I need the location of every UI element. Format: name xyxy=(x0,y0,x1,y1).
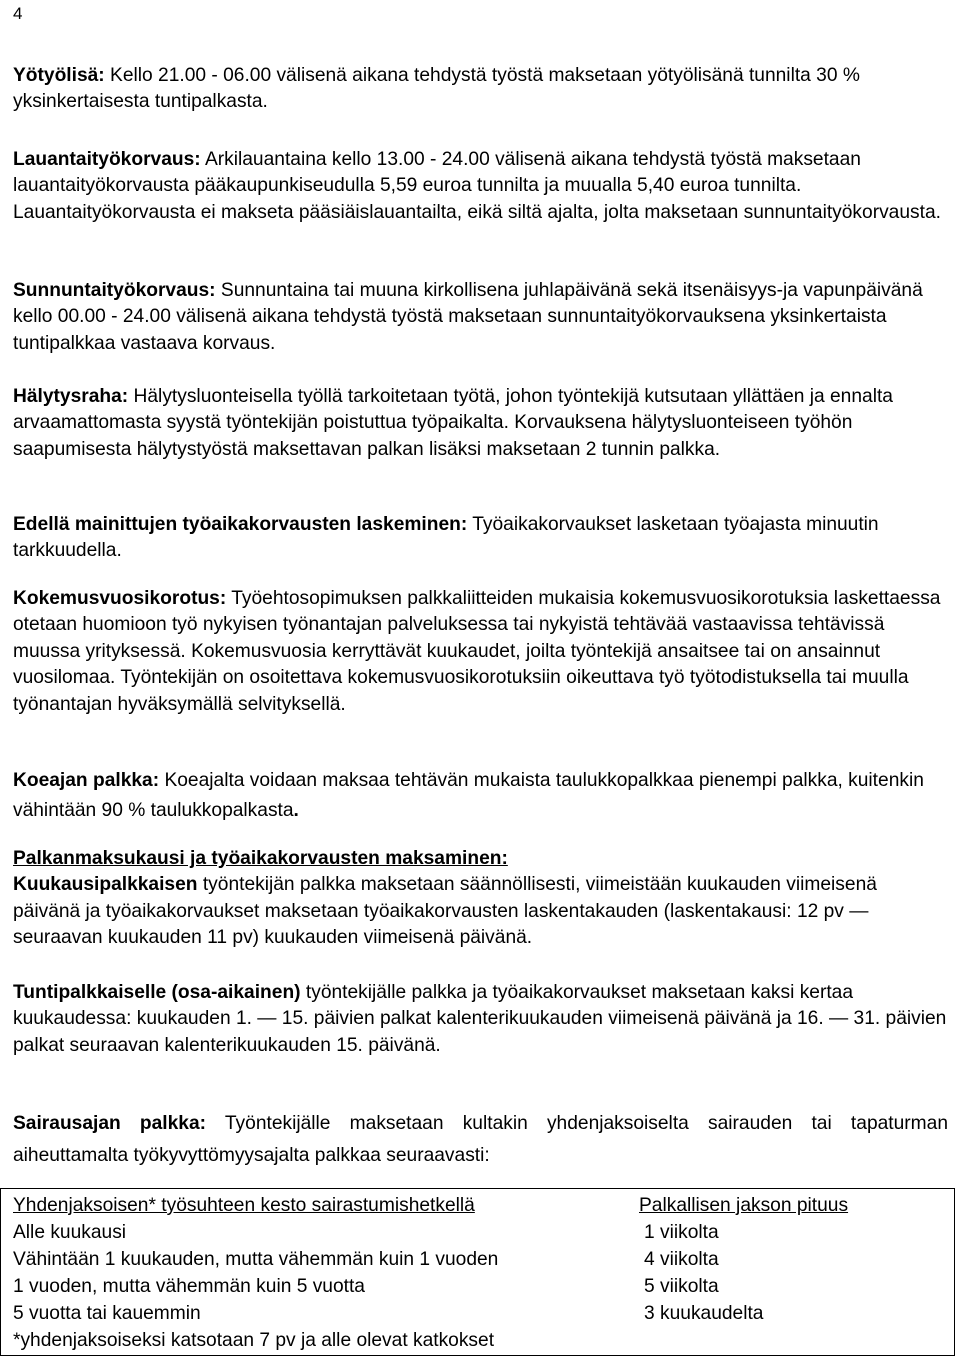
term-kuukausipalkka: Kuukausipalkkaisen xyxy=(13,874,198,896)
section-sunday-compensation xyxy=(13,278,948,357)
text-kuukausipalkka: työntekijän palkka maksetaan säännöllisesti, viimeistään kuukauden viimeisenä päivänä ja työaikakorvaukset maksetaan työaikakorvausten laskentakauden (laskentakausi: 12 pv — seuraavan kuukauden 11 pv) kuukauden viimeisenä päivänä. xyxy=(13,874,877,949)
section-hourly-pay xyxy=(13,980,948,1059)
section-payment-period xyxy=(13,846,948,952)
term-yotyolisa: Yötyölisä: xyxy=(13,65,105,86)
table-cell-paid-period: 3 kuukaudelta xyxy=(644,1303,764,1324)
table-header-row xyxy=(13,1193,943,1220)
text-kokemus: Työehtosopimuksen palkkaliitteiden mukaisia kokemusvuosikorotuksia laskettaessa otetaan huomioon työ nykyisen työnantajan palveluksessa tai nykyistä tehtävää vastaavissa tehtävissä muussa yrityksessä. Kokemusvuosia kerryttävät kuukaudet, joilta työntekijä ansaitsee tai on ansainnut vuosilomaa. Työntekijän on osoitettava kokemusvuosikorotuksiin oikeuttava työ työtodistuksella tai muulla työnantajan hyväksymällä selvityksellä. xyxy=(13,588,941,715)
term-lauantai: Lauantaityökorvaus: xyxy=(13,149,201,170)
table-cell-duration: Vähintään 1 kuukauden, mutta vähemmän kuin 1 vuoden xyxy=(13,1249,499,1270)
table-cell-paid-period: 5 viikolta xyxy=(644,1276,719,1297)
section-alarm-pay xyxy=(13,384,948,463)
section-experience-raise xyxy=(13,586,948,718)
table-cell-duration: 5 vuotta tai kauemmin xyxy=(13,1303,201,1324)
text-yotyolisa: Kello 21.00 - 06.00 välisenä aikana tehdystä työstä maksetaan yötyölisänä tunnilta 30 % yksinkertaisesta tuntipalkasta. xyxy=(13,65,860,113)
term-sunnuntai: Sunnuntaityökorvaus: xyxy=(13,280,216,301)
table-cell-duration: 1 vuoden, mutta vähemmän kuin 5 vuotta xyxy=(13,1276,365,1297)
section-calculation xyxy=(13,512,948,565)
section-probation-pay xyxy=(13,766,948,826)
table-header-duration: Yhdenjaksoisen* työsuhteen kesto sairastumishetkellä xyxy=(13,1195,475,1216)
term-tuntipalkka: Tuntipalkkaiselle (osa-aikainen) xyxy=(13,982,301,1003)
end-koeajan: . xyxy=(293,800,299,821)
heading-palkanmaksu: Palkanmaksukausi ja työaikakorvausten maksaminen: xyxy=(13,848,508,869)
text-edella: Työaikakorvaukset lasketaan työajasta minuutin tarkkuudella. xyxy=(13,514,879,562)
table-row xyxy=(13,1301,943,1328)
text-halytysraha: Hälytysluonteisella työllä tarkoitetaan työtä, johon työntekijä kutsutaan yllättäen ja ennalta arvaamattomasta syystä työntekijän poistuttua työpaikalta. Korvauksena hälytysluonteiseen työhön saapumisesta hälytystyöstä maksettavan palkan lisäksi maksetaan 2 tunnin palkka. xyxy=(13,386,893,460)
text-lauantai: Arkilauantaina kello 13.00 - 24.00 välisenä aikana tehdystä työstä maksetaan lauantaityökorvausta pääkaupunkiseudulla 5,59 euroa tunnilta ja muualla 5,40 euroa tunnilta. Lauantaityökorvausta ei makseta pääsiäislauantailta, eikä siltä ajalta, jolta maksetaan sunnuntaityökorvausta. xyxy=(13,149,941,223)
section-sick-pay xyxy=(13,1108,948,1172)
term-kokemus: Kokemusvuosikorotus: xyxy=(13,588,227,609)
table-cell-paid-period: 4 viikolta xyxy=(644,1249,719,1270)
term-koeajan: Koeajan palkka: xyxy=(13,770,160,791)
sick-pay-table xyxy=(0,1188,955,1356)
term-halytysraha: Hälytysraha: xyxy=(13,386,129,407)
term-sairaus: Sairausajan palkka: xyxy=(13,1113,207,1134)
text-sunnuntai: Sunnuntaina tai muuna kirkollisena juhlapäivänä sekä itsenäisyys-ja vapunpäivänä kello 00.00 - 24.00 välisenä aikana tehdystä työstä maksetaan sunnuntaityökorvauksena yksinkertaista tuntipalkkaa vastaava korvaus. xyxy=(13,280,923,354)
text-tuntipalkka: työntekijälle palkka ja työaikakorvaukset maksetaan kaksi kertaa kuukaudessa: kuukauden 1. — 15. päivien palkat kalenterikuukauden viimeisenä päivänä ja 16. — 31. päivien palkat seuraavan kalenterikuukauden 15. päivänä. xyxy=(13,982,947,1056)
section-saturday-compensation xyxy=(13,147,948,226)
text-koeajan: Koeajalta voidaan maksaa tehtävän mukaista taulukkopalkkaa pienempi palkka, kuitenkin vähintään 90 % taulukkopalkasta xyxy=(13,770,924,821)
table-header-paid-period: Palkallisen jakson pituus xyxy=(639,1195,849,1216)
table-row xyxy=(13,1220,943,1247)
table-cell-duration: Alle kuukausi xyxy=(13,1222,127,1243)
page-number: 4 xyxy=(13,4,23,23)
term-edella: Edellä mainittujen työaikakorvausten laskeminen: xyxy=(13,514,468,535)
text-sairaus: Työntekijälle maksetaan kultakin yhdenjaksoiselta sairauden tai tapaturman aiheuttamalta työkyvyttömyysajalta palkkaa seuraavasti: xyxy=(13,1113,948,1166)
table-row xyxy=(13,1247,943,1274)
table-row xyxy=(13,1274,943,1301)
section-night-work-bonus xyxy=(13,63,948,116)
table-cell-paid-period: 1 viikolta xyxy=(644,1222,719,1243)
table-footnote: *yhdenjaksoiseksi katsotaan 7 pv ja alle olevat katkokset xyxy=(13,1330,495,1351)
